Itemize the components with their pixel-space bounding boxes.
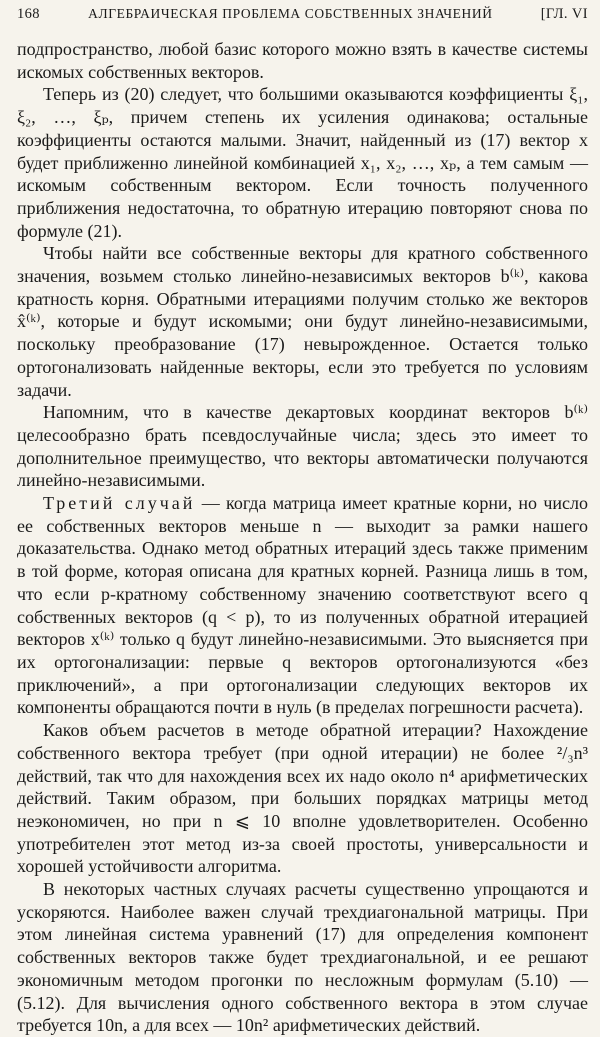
- paragraph-2: Теперь из (20) следует, что большими оказываются коэффициенты ξ₁, ξ₂, …, ξₚ, причем степень их усиления одинакова; остальные коэффициенты остаются малыми. Значит, найденный из (17) вектор x будет приближенно линейной комбинацией x₁, x₂, …, xₚ, а тем самым — искомым собственным вектором. Если точность полученного приближения недостаточна, то обратную итерацию повторяют снова по формуле (21).: [17, 84, 588, 241]
- paragraph-7: В некоторых частных случаях расчеты существенно упрощаются и ускоряются. Наиболее важен случай трехдиагональной матрицы. При этом линейная система уравнений (17) для определения компонент собственных векторов также будет трехдиагональной, и ее решают экономичным методом прогонки по несложным формулам (5.10) — (5.12). Для вычисления одного собственного вектора в этом случае требуется 10n, а для всех — 10n² арифметических действий.: [17, 879, 588, 1036]
- paragraph-6: Каков объем расчетов в методе обратной итерации? Нахождение собственного вектора требует (при одной итерации) не более ²/₃n³ действий, так что для нахождения всех их надо около n⁴ арифметических действий. Таким образом, при больших порядках матрицы метод неэкономичен, но при n ⩽ 10 вполне удовлетворителен. Особенно употребителен этот метод из-за своей простоты, универсальности и хорошей устойчивости алгоритма.: [17, 720, 588, 877]
- paragraph-1: подпространство, любой базис которого можно взять в качестве системы искомых собственных векторов.: [17, 39, 588, 82]
- paragraph-5: Третий случай — когда матрица имеет кратные корни, но число ее собственных векторов меньше n — выходит за рамки нашего доказательства. Однако метод обратных итераций здесь также применим в той форме, которая описана для кратных корней. Разница лишь в том, что если p-кратному собственному значению соответствуют всего q собственных векторов (q < p), то из полученных обратной итерацией векторов x⁽ᵏ⁾ только q будут линейно-независимыми. Это выясняется при их ортогонализации: первые q векторов ортогонализуются «без приключений», а при ортогонализации следующих векторов их компоненты обращаются почти в нуль (в пределах погрешности расчета).: [17, 493, 589, 718]
- running-head: [17, 6, 588, 28]
- paragraph-4: Напомним, что в качестве декартовых координат векторов b⁽ᵏ⁾ целесообразно брать псевдослучайные числа; здесь это имеет то дополнительное преимущество, что векторы автоматически получаются линейно-независимыми.: [17, 402, 588, 491]
- paragraph-3: Чтобы найти все собственные векторы для кратного собственного значения, возьмем столько линейно-независимых векторов b⁽ᵏ⁾, какова кратность корня. Обратными итерациями получим столько же векторов x̂⁽ᵏ⁾, которые и будут искомыми; они будут линейно-независимыми, поскольку преобразование (17) невырожденное. Остается только ортогонализовать найденные векторы, если это требуется по условиям задачи.: [17, 243, 588, 400]
- running-title: АЛГЕБРАИЧЕСКАЯ ПРОБЛЕМА СОБСТВЕННЫХ ЗНАЧЕНИЙ: [88, 6, 493, 21]
- chapter-marker: [ГЛ. VI: [540, 6, 588, 22]
- page-number: 168: [17, 6, 40, 22]
- body-text: [17, 38, 588, 1037]
- spaced-lead: Третий случай: [43, 493, 196, 514]
